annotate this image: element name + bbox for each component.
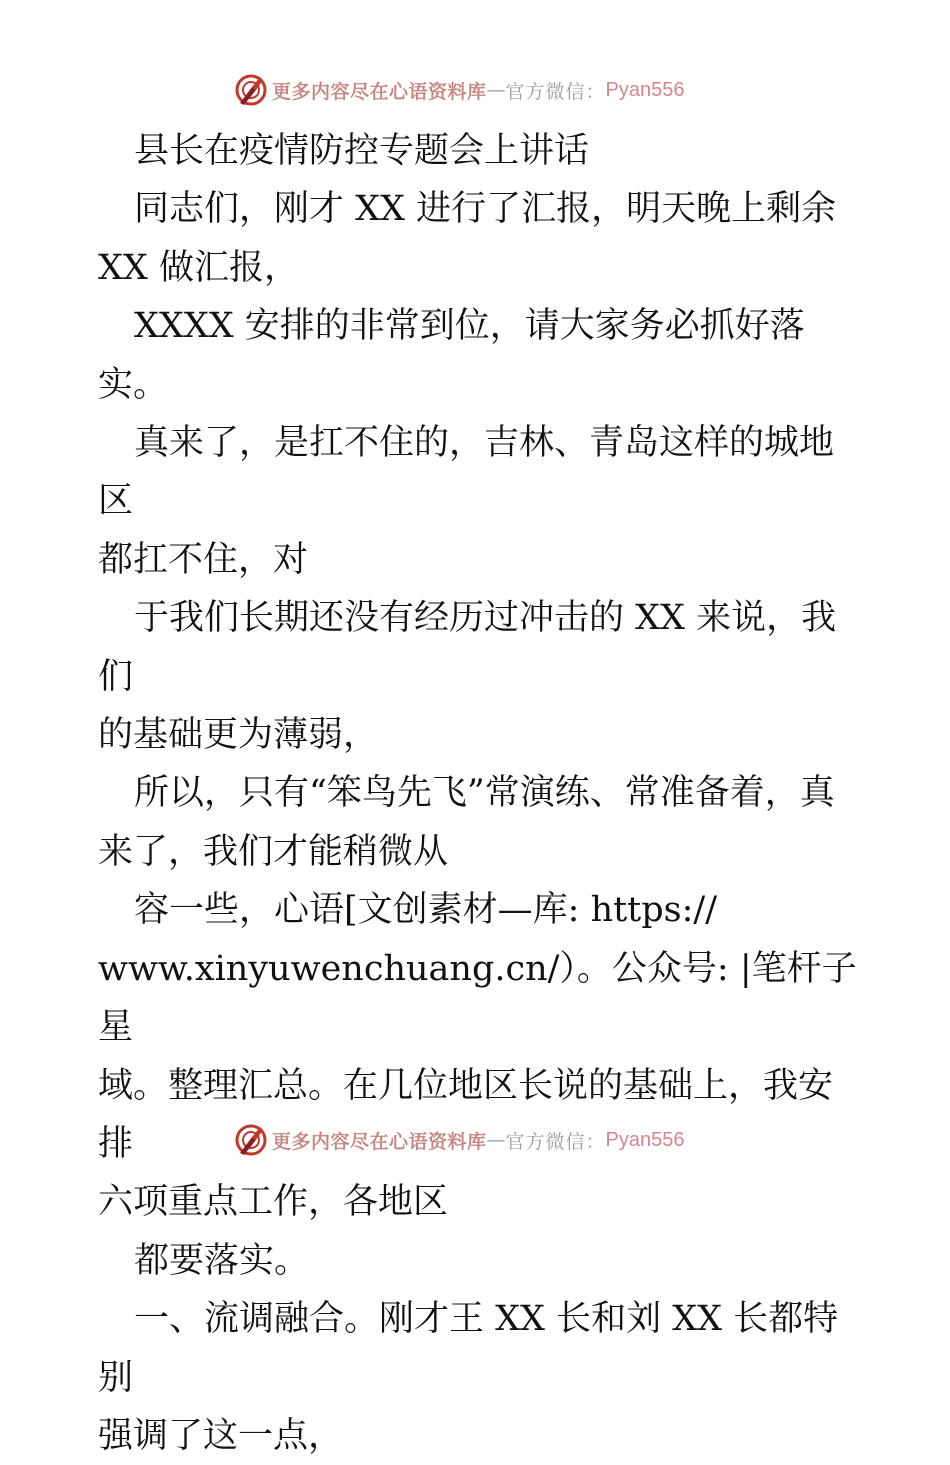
text-line: 都扛不住，对 — [98, 539, 309, 580]
text-line: 一、流调融合。刚才王 XX 长和刘 XX 长都特别 — [98, 1299, 839, 1398]
text-line: 同志们，刚才 XX 进行了汇报，明天晚上剩余 — [134, 189, 837, 230]
footer-watermark — [234, 1120, 685, 1160]
text-line: 容一些，心语[文创素材—库: https:// — [134, 890, 717, 931]
watermark-main-text: 更多内容尽在心语资料库 — [272, 80, 487, 103]
watermark-main-text: 更多内容尽在心语资料库 — [272, 1130, 487, 1153]
text-line: 于我们长期还没有经历过冲击的 XX 来说，我们 — [98, 598, 837, 697]
pen-logo-icon — [234, 73, 268, 107]
header-watermark — [234, 70, 685, 110]
text-line: 六项重点工作，各地区 — [98, 1182, 449, 1223]
text-line: XX 做汇报， — [98, 247, 299, 288]
watermark-separator: — — [486, 79, 506, 101]
document-title: 县长在疫情防控专题会上讲话 — [134, 131, 590, 171]
text-line: 域。整理汇总。在几位地区长说的基础上，我安排 — [98, 1065, 834, 1164]
text-line: www.xinyuwenchuang.cn/）。公众号: |笔杆子星 — [98, 948, 857, 1048]
text-line: 的基础更为薄弱， — [98, 715, 379, 756]
watermark-sub-text: 官方微信： — [505, 80, 606, 103]
text-line: 都要落实。 — [134, 1240, 310, 1281]
watermark-wechat-id: Pyan556 — [605, 78, 685, 101]
document-body — [98, 122, 858, 1465]
watermark-sub-text: 官方微信： — [505, 1130, 606, 1153]
text-line: 真来了，是扛不住的，吉林、青岛这样的城地区 — [98, 423, 835, 522]
watermark-separator: — — [486, 1129, 506, 1151]
pen-logo-icon — [234, 1123, 268, 1157]
text-line: 强调了这一点， — [98, 1415, 344, 1456]
text-line: XXXX 安排的非常到位，请大家务必抓好落实。 — [98, 306, 805, 405]
watermark-wechat-id: Pyan556 — [605, 1128, 685, 1151]
text-line: 来了，我们才能稍微从 — [98, 831, 449, 872]
text-line: 所以，只有“笨鸟先飞”常演练、常准备着，真 — [134, 773, 835, 814]
